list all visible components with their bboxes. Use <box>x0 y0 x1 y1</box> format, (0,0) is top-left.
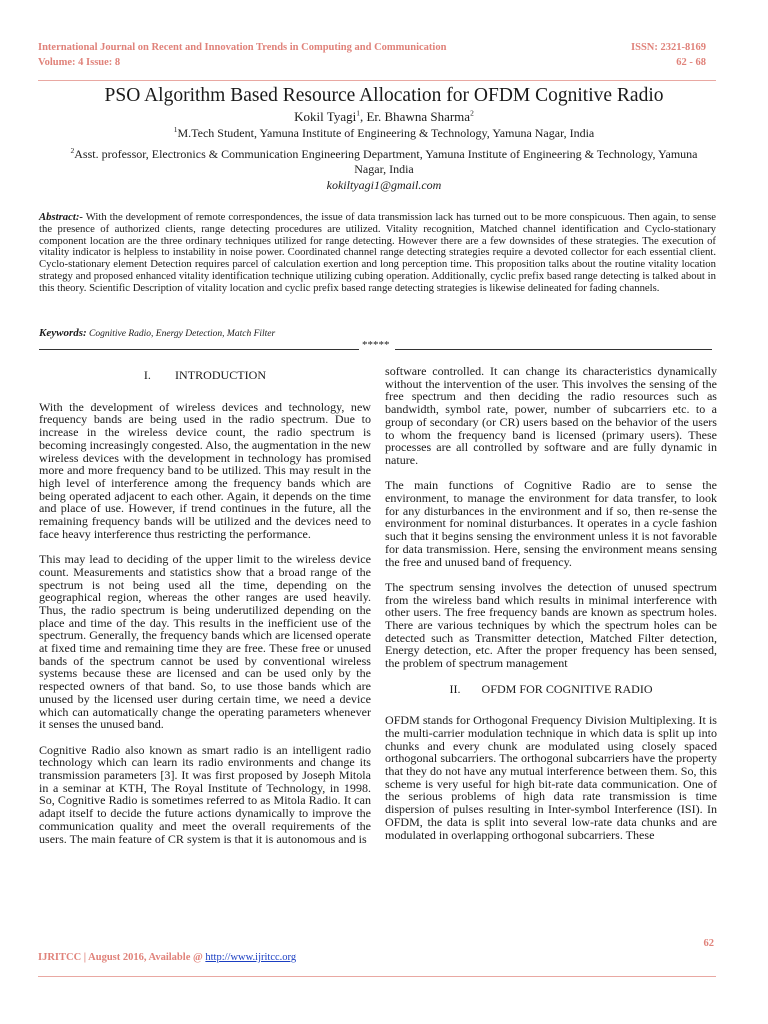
divider-stars: ***** <box>362 339 390 351</box>
divider-line-left <box>39 349 359 350</box>
section-heading-introduction: I. INTRODUCTION <box>143 368 267 382</box>
left-column <box>39 365 371 858</box>
paper-title: PSO Algorithm Based Resource Allocation for OFDM Cognitive Radio <box>104 85 664 106</box>
journal-link[interactable]: http://www.ijritcc.org <box>205 952 297 963</box>
author-affiliation-marker: 2 <box>470 108 474 118</box>
paragraph: The main functions of Cognitive Radio are to sense the environment, to manage the environment for data transfer, to look for any disturbances in the environment and if so, then re-sense the environment for nominal disturbances. It operates in a cycle fashion such that it begins sensing the environment unless it is not favorable for data transmission. Here, sensing the environment means sensing the free and unused band of frequency. <box>385 478 717 569</box>
affiliation-marker: 1 <box>173 125 178 134</box>
author-affiliation-marker: 1 <box>356 108 360 118</box>
journal-header-right <box>631 40 706 70</box>
journal-volume: Volume: 4 Issue: 8 <box>38 57 121 68</box>
affiliation-2 <box>60 147 708 177</box>
paragraph: Cognitive Radio also known as smart radio is an intelligent radio technology which can learn its radio environments and change its transmission parameters [3]. It was first proposed by Joseph Mitola in a seminar at KTH, The Royal Institute of Technology, in 1998. So, Cognitive Radio is sometimes referred to as Mitola Radio. It can adapt itself to decide the future actions dynamically to improve the communication quality and meet the overall requirements of the users. The main feature of CR system is that it is autonomous and is <box>39 742 371 846</box>
author-name: Kokil Tyagi <box>294 109 357 124</box>
affiliation-marker: 2 <box>70 146 75 155</box>
divider-line-right <box>395 349 712 350</box>
paragraph: With the development of wireless devices and technology, new frequency bands are being used in the radio spectrum. Due to increase in the wireless device count, the radio spectrum is becoming increasingly congested. Also, the augmentation in the new wireless devices with the development in technology has promised more and more frequency band to be utilized. This may result in the high level of interference among the frequency bands which are being operated adjacent to each other. Again, it depends on the time and place of use. However, if trend continues in the future, all the remaining frequency bands will be utilized and the devices need to face heavy interference thus restricting the performance. <box>39 399 371 541</box>
abstract-text: With the development of remote correspondences, the issue of data transmission lack has turned out to be more conspicuous. Then again, to sense the presence of authorized clients, range detecting procedures are utilized. Vitality recognition, Matched channel identification and Cyclo-stationary component location are the three ordinary techniques utilized for range detecting. However there are a few downsides of these strategies. The execution of vitality indicator is helpless to instability in noise power. Coordinated channel range detecting strategies require a devoted collector for each essential client. Cyclo-stationary element Detection requires parcel of calculation exertion and long perception time. This proposition talks about the routine vitality location strategy and proposed enhanced vitality identification technique utilizing cubing operation. Additionally, cyclic prefix based range detecting is talked about in this theory. Scientific Description of vitality location and cyclic prefix based range detecting strategies is likewise delineated for fading channels. <box>39 211 716 294</box>
paper-authors <box>0 109 768 125</box>
paragraph: software controlled. It can change its characteristics dynamically without the intervention of the user. This involves the sensing of the free spectrum and then deciding the radio resources such as bandwidth, symbol rate, power, number of subcarriers etc. to a group of secondary (or CR) users based on the behavior of the users to whom the frequency band is licensed (primary users). These processes are all controlled by software and are fully dynamic in nature. <box>385 364 717 467</box>
abstract <box>39 212 716 295</box>
journal-pages: 62 - 68 <box>676 57 706 68</box>
affiliation-text: Asst. professor, Electronics & Communication Engineering Department, Yamuna Institute of Engineering & Technology, Yamuna Nagar, India <box>74 147 698 176</box>
abstract-label: Abstract:- <box>39 211 83 223</box>
author-name: Er. Bhawna Sharma <box>366 109 471 124</box>
keywords-label: Keywords: <box>39 327 87 339</box>
section-heading-ofdm: II. OFDM FOR COGNITIVE RADIO <box>449 681 653 696</box>
paragraph: OFDM stands for Orthogonal Frequency Division Multiplexing. It is the multi-carrier modulation technique in which data is split up into chunks and every chunk are modulated using closely spaced orthogonal subcarriers. The orthogonal subcarriers have the property that they do not have any mutual interference between them. So, this scheme is very useful for high bit-rate data communication. One of the serious problems of high data rate transmission is time dispersion of pulses resulting in Inter-symbol Interference (ISI). In OFDM, the data is split into several low-rate data chunks and are modulated in overlapping orthogonal subcarriers. These <box>385 713 717 842</box>
keywords-text: Cognitive Radio, Energy Detection, Match Filter <box>86 329 276 339</box>
section-divider <box>39 339 712 353</box>
journal-header <box>38 40 706 72</box>
footer <box>38 952 296 963</box>
affiliation-1 <box>0 126 768 141</box>
right-column <box>385 365 717 854</box>
journal-issn: ISSN: 2321-8169 <box>631 42 706 53</box>
author-email: kokiltyagi1@gmail.com <box>326 178 442 192</box>
page-number: 62 <box>703 938 714 949</box>
footer-text: IJRITCC | August 2016, Available @ <box>38 952 206 963</box>
footer-rule <box>38 976 716 977</box>
author-separator: , <box>359 109 367 124</box>
journal-name: International Journal on Recent and Innovation Trends in Computing and Communication <box>38 42 447 53</box>
header-rule <box>38 80 716 81</box>
journal-header-left <box>38 40 446 70</box>
affiliation-text: M.Tech Student, Yamuna Institute of Engineering & Technology, Yamuna Nagar, India <box>177 126 595 140</box>
paragraph: The spectrum sensing involves the detection of unused spectrum from the wireless band which results in minimal interference with other users. The free frequency bands are known as spectrum holes. There are various techniques by which the spectrum holes can be detected such as Transmitter detection, Matched Filter detection, Energy detection, etc. After the proper frequency has been sensed, the problem of spectrum management <box>385 579 717 671</box>
paragraph: This may lead to deciding of the upper limit to the wireless device count. Measurements and statistics show that a broad range of the spectrum is not being used all the time, depending on the geographical region, whereas the other ranges are used heavily. Thus, the radio spectrum is being underutilized depending on the place and time of the day. This results in the inefficient use of the spectrum. Generally, the frequency bands which are licensed operate at fixed time and remaining time they are free. These free or unused bands of the spectrum cannot be used by conventional wireless systems because these are licensed and can be used only by the respected owners of that band. So, to use those bands which are unused by the licensed user during certain time, we need a device which can automatically change the operating parameters whenever it senses the unused band. <box>39 552 371 732</box>
